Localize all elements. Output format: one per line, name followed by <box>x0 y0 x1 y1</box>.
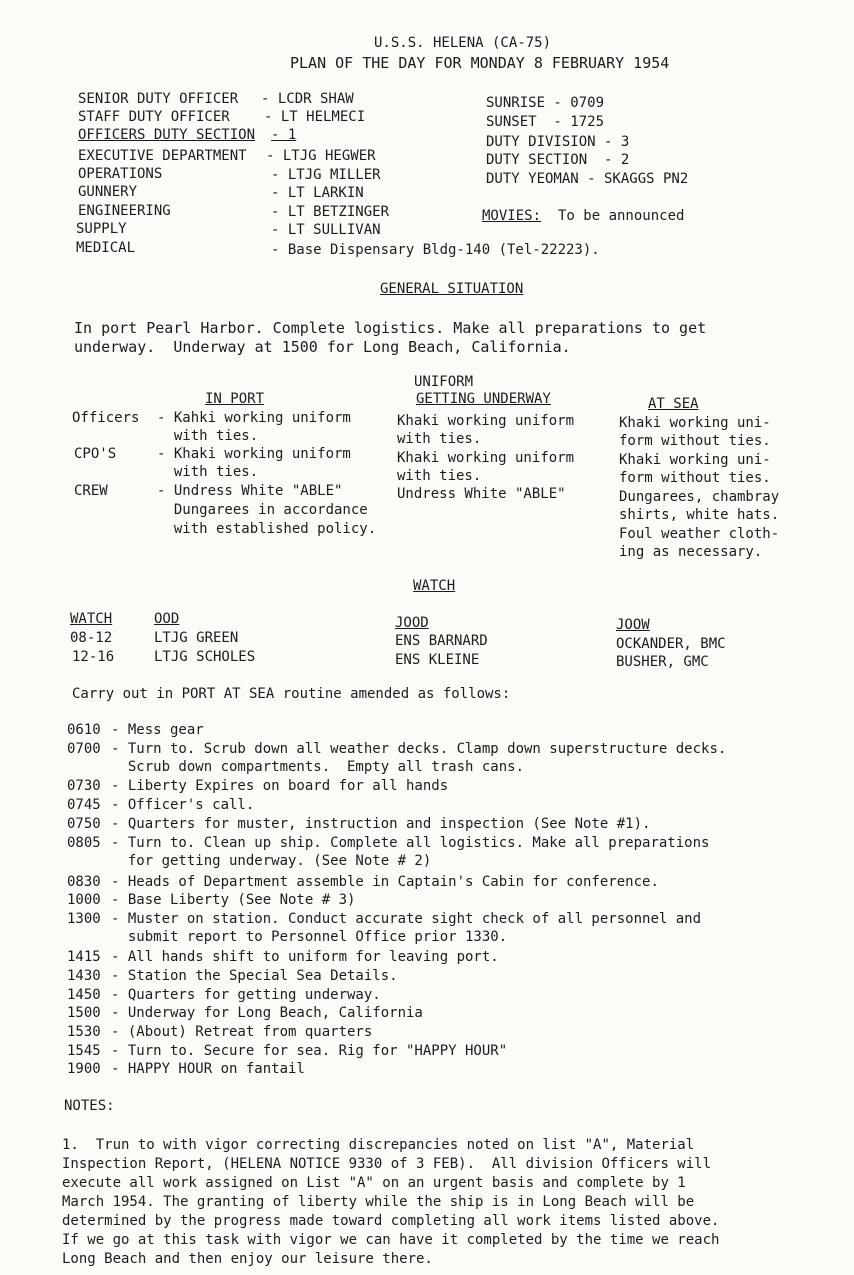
duty-division: DUTY DIVISION - 3 <box>486 134 630 150</box>
general-situation-line-1: In port Pearl Harbor. Complete logistics. Make all preparations to get <box>74 319 707 337</box>
executive-department-label: EXECUTIVE DEPARTMENT <box>78 148 247 164</box>
uniform-at-sea-text: shirts, white hats. <box>619 507 780 523</box>
duty-section: DUTY SECTION - 2 <box>486 152 630 168</box>
watch-cell: BUSHER, GMC <box>616 654 709 670</box>
sunset: SUNSET - 1725 <box>486 114 605 130</box>
schedule-time: 1000 <box>67 892 101 908</box>
uniform-row-label: CREW <box>74 483 108 499</box>
watch-cell: 12-16 <box>72 649 115 665</box>
schedule-text: - HAPPY HOUR on fantail <box>111 1061 305 1077</box>
note-line: March 1954. The granting of liberty while the ship is in Long Beach will be <box>62 1194 695 1210</box>
movies-value: To be announced <box>558 208 685 224</box>
schedule-time: 1530 <box>67 1024 101 1040</box>
watch-cell: ENS KLEINE <box>395 652 480 668</box>
schedule-time: 1900 <box>67 1061 101 1077</box>
watch-cell: OCKANDER, BMC <box>616 636 726 652</box>
uniform-underway-text: Undress White "ABLE" <box>397 486 566 502</box>
officers-duty-section-value: - 1 <box>271 127 297 143</box>
engineering-value: - LT BETZINGER <box>271 204 390 220</box>
general-situation-line-2: underway. Underway at 1500 for Long Beach, California. <box>74 338 571 356</box>
medical-label: MEDICAL <box>76 240 136 256</box>
uniform-at-sea-text: form without ties. <box>619 433 771 449</box>
note-line: determined by the progress made toward completing all work items listed above. <box>62 1213 720 1229</box>
uniform-at-sea-text: Dungarees, chambray <box>619 489 780 505</box>
watch-cell: 08-12 <box>70 630 113 646</box>
watch-col-joow: JOOW <box>616 617 650 633</box>
uniform-col-getting-underway: GETTING UNDERWAY <box>416 391 551 407</box>
uniform-underway-text: Khaki working uniform <box>397 450 575 466</box>
uniform-row-label: CPO'S <box>74 446 117 462</box>
uniform-in-port-text: with ties. <box>157 464 259 480</box>
senior-duty-officer-label: SENIOR DUTY OFFICER <box>78 91 239 107</box>
note-line: 1. Trun to with vigor correcting discrepancies noted on list "A", Material <box>62 1137 695 1153</box>
gunnery-label: GUNNERY <box>78 184 138 200</box>
schedule-text: for getting underway. (See Note # 2) <box>111 853 432 869</box>
schedule-text: - Turn to. Clean up ship. Complete all logistics. Make all preparations <box>111 835 710 851</box>
schedule-text: - Underway for Long Beach, California <box>111 1005 423 1021</box>
watch-col-ood: OOD <box>154 611 180 627</box>
schedule-text: - All hands shift to uniform for leaving port. <box>111 949 499 965</box>
schedule-text: - Liberty Expires on board for all hands <box>111 778 449 794</box>
notes-heading: NOTES: <box>64 1098 115 1114</box>
watch-col-watch: WATCH <box>70 611 113 627</box>
uniform-underway-text: Khaki working uniform <box>397 413 575 429</box>
note-line: If we go at this task with vigor we can have it completed by the time we reach <box>62 1232 720 1248</box>
uniform-in-port-text: with established policy. <box>157 521 377 537</box>
watch-cell: LTJG SCHOLES <box>154 649 256 665</box>
schedule-text: - Heads of Department assemble in Captain's Cabin for conference. <box>111 874 659 890</box>
staff-duty-officer-label: STAFF DUTY OFFICER <box>78 109 230 125</box>
watch-heading: WATCH <box>413 578 456 594</box>
uniform-in-port-text: - Khaki working uniform <box>157 446 351 462</box>
schedule-text: - Turn to. Scrub down all weather decks. Clamp down superstructure decks. <box>111 741 727 757</box>
schedule-time: 1430 <box>67 968 101 984</box>
uniform-at-sea-text: Khaki working uni- <box>619 415 771 431</box>
schedule-time: 0830 <box>67 874 101 890</box>
uniform-in-port-text: Dungarees in accordance <box>157 502 368 518</box>
note-line: Inspection Report, (HELENA NOTICE 9330 of 3 FEB). All division Officers will <box>62 1156 712 1172</box>
uniform-col-in-port: IN PORT <box>205 391 265 407</box>
schedule-time: 0730 <box>67 778 101 794</box>
supply-value: - LT SULLIVAN <box>271 222 381 238</box>
senior-duty-officer-value: - LCDR SHAW <box>261 91 354 107</box>
uniform-in-port-text: - Undress White "ABLE" <box>157 483 343 499</box>
schedule-text: - Quarters for muster, instruction and inspection (See Note #1). <box>111 816 651 832</box>
medical-value: - Base Dispensary Bldg-140 (Tel-22223). <box>271 242 600 258</box>
note-line: execute all work assigned on List "A" on an urgent basis and complete by 1 <box>62 1175 686 1191</box>
movies-label: MOVIES: <box>482 208 542 224</box>
operations-value: - LTJG MILLER <box>271 167 381 183</box>
uniform-at-sea-text: Khaki working uni- <box>619 452 771 468</box>
schedule-time: 0750 <box>67 816 101 832</box>
engineering-label: ENGINEERING <box>78 203 171 219</box>
schedule-text: - Muster on station. Conduct accurate sight check of all personnel and <box>111 911 702 927</box>
routine-intro: Carry out in PORT AT SEA routine amended as follows: <box>72 686 511 702</box>
duty-yeoman: DUTY YEOMAN - SKAGGS PN2 <box>486 171 689 187</box>
sunrise: SUNRISE - 0709 <box>486 95 605 111</box>
note-line: Long Beach and then enjoy our leisure there. <box>62 1251 433 1267</box>
ship-title: U.S.S. HELENA (CA-75) <box>374 35 552 51</box>
schedule-time: 0700 <box>67 741 101 757</box>
schedule-time: 1415 <box>67 949 101 965</box>
general-situation-heading: GENERAL SITUATION <box>380 281 524 297</box>
schedule-time: 0610 <box>67 722 101 738</box>
schedule-time: 1300 <box>67 911 101 927</box>
officers-duty-section-label: OFFICERS DUTY SECTION <box>78 127 256 143</box>
watch-col-jood: JOOD <box>395 615 429 631</box>
schedule-time: 0805 <box>67 835 101 851</box>
gunnery-value: - LT LARKIN <box>271 185 364 201</box>
schedule-text: - Officer's call. <box>111 797 255 813</box>
watch-cell: LTJG GREEN <box>154 630 239 646</box>
schedule-text: - Base Liberty (See Note # 3) <box>111 892 356 908</box>
uniform-col-at-sea: AT SEA <box>648 396 699 412</box>
executive-department-value: - LTJG HEGWER <box>266 148 376 164</box>
schedule-text: - (About) Retreat from quarters <box>111 1024 373 1040</box>
schedule-text: - Station the Special Sea Details. <box>111 968 398 984</box>
schedule-text: - Mess gear <box>111 722 204 738</box>
uniform-at-sea-text: form without ties. <box>619 470 771 486</box>
uniform-underway-text: with ties. <box>397 431 482 447</box>
schedule-time: 1500 <box>67 1005 101 1021</box>
plan-title: PLAN OF THE DAY FOR MONDAY 8 FEBRUARY 1954 <box>290 54 670 72</box>
operations-label: OPERATIONS <box>78 166 163 182</box>
uniform-underway-text: with ties. <box>397 468 482 484</box>
uniform-at-sea-text: ing as necessary. <box>619 544 763 560</box>
schedule-text: - Quarters for getting underway. <box>111 987 381 1003</box>
schedule-text: - Turn to. Secure for sea. Rig for "HAPPY HOUR" <box>111 1043 508 1059</box>
schedule-time: 1450 <box>67 987 101 1003</box>
uniform-heading: UNIFORM <box>414 374 474 390</box>
schedule-time: 1545 <box>67 1043 101 1059</box>
schedule-text: Scrub down compartments. Empty all trash cans. <box>111 759 525 775</box>
uniform-in-port-text: with ties. <box>157 428 259 444</box>
uniform-row-label: Officers <box>72 410 140 426</box>
uniform-at-sea-text: Foul weather cloth- <box>619 526 780 542</box>
schedule-text: submit report to Personnel Office prior 1330. <box>111 929 508 945</box>
staff-duty-officer-value: - LT HELMECI <box>264 109 366 125</box>
watch-cell: ENS BARNARD <box>395 633 488 649</box>
supply-label: SUPPLY <box>76 221 127 237</box>
uniform-in-port-text: - Kahki working uniform <box>157 410 351 426</box>
schedule-time: 0745 <box>67 797 101 813</box>
